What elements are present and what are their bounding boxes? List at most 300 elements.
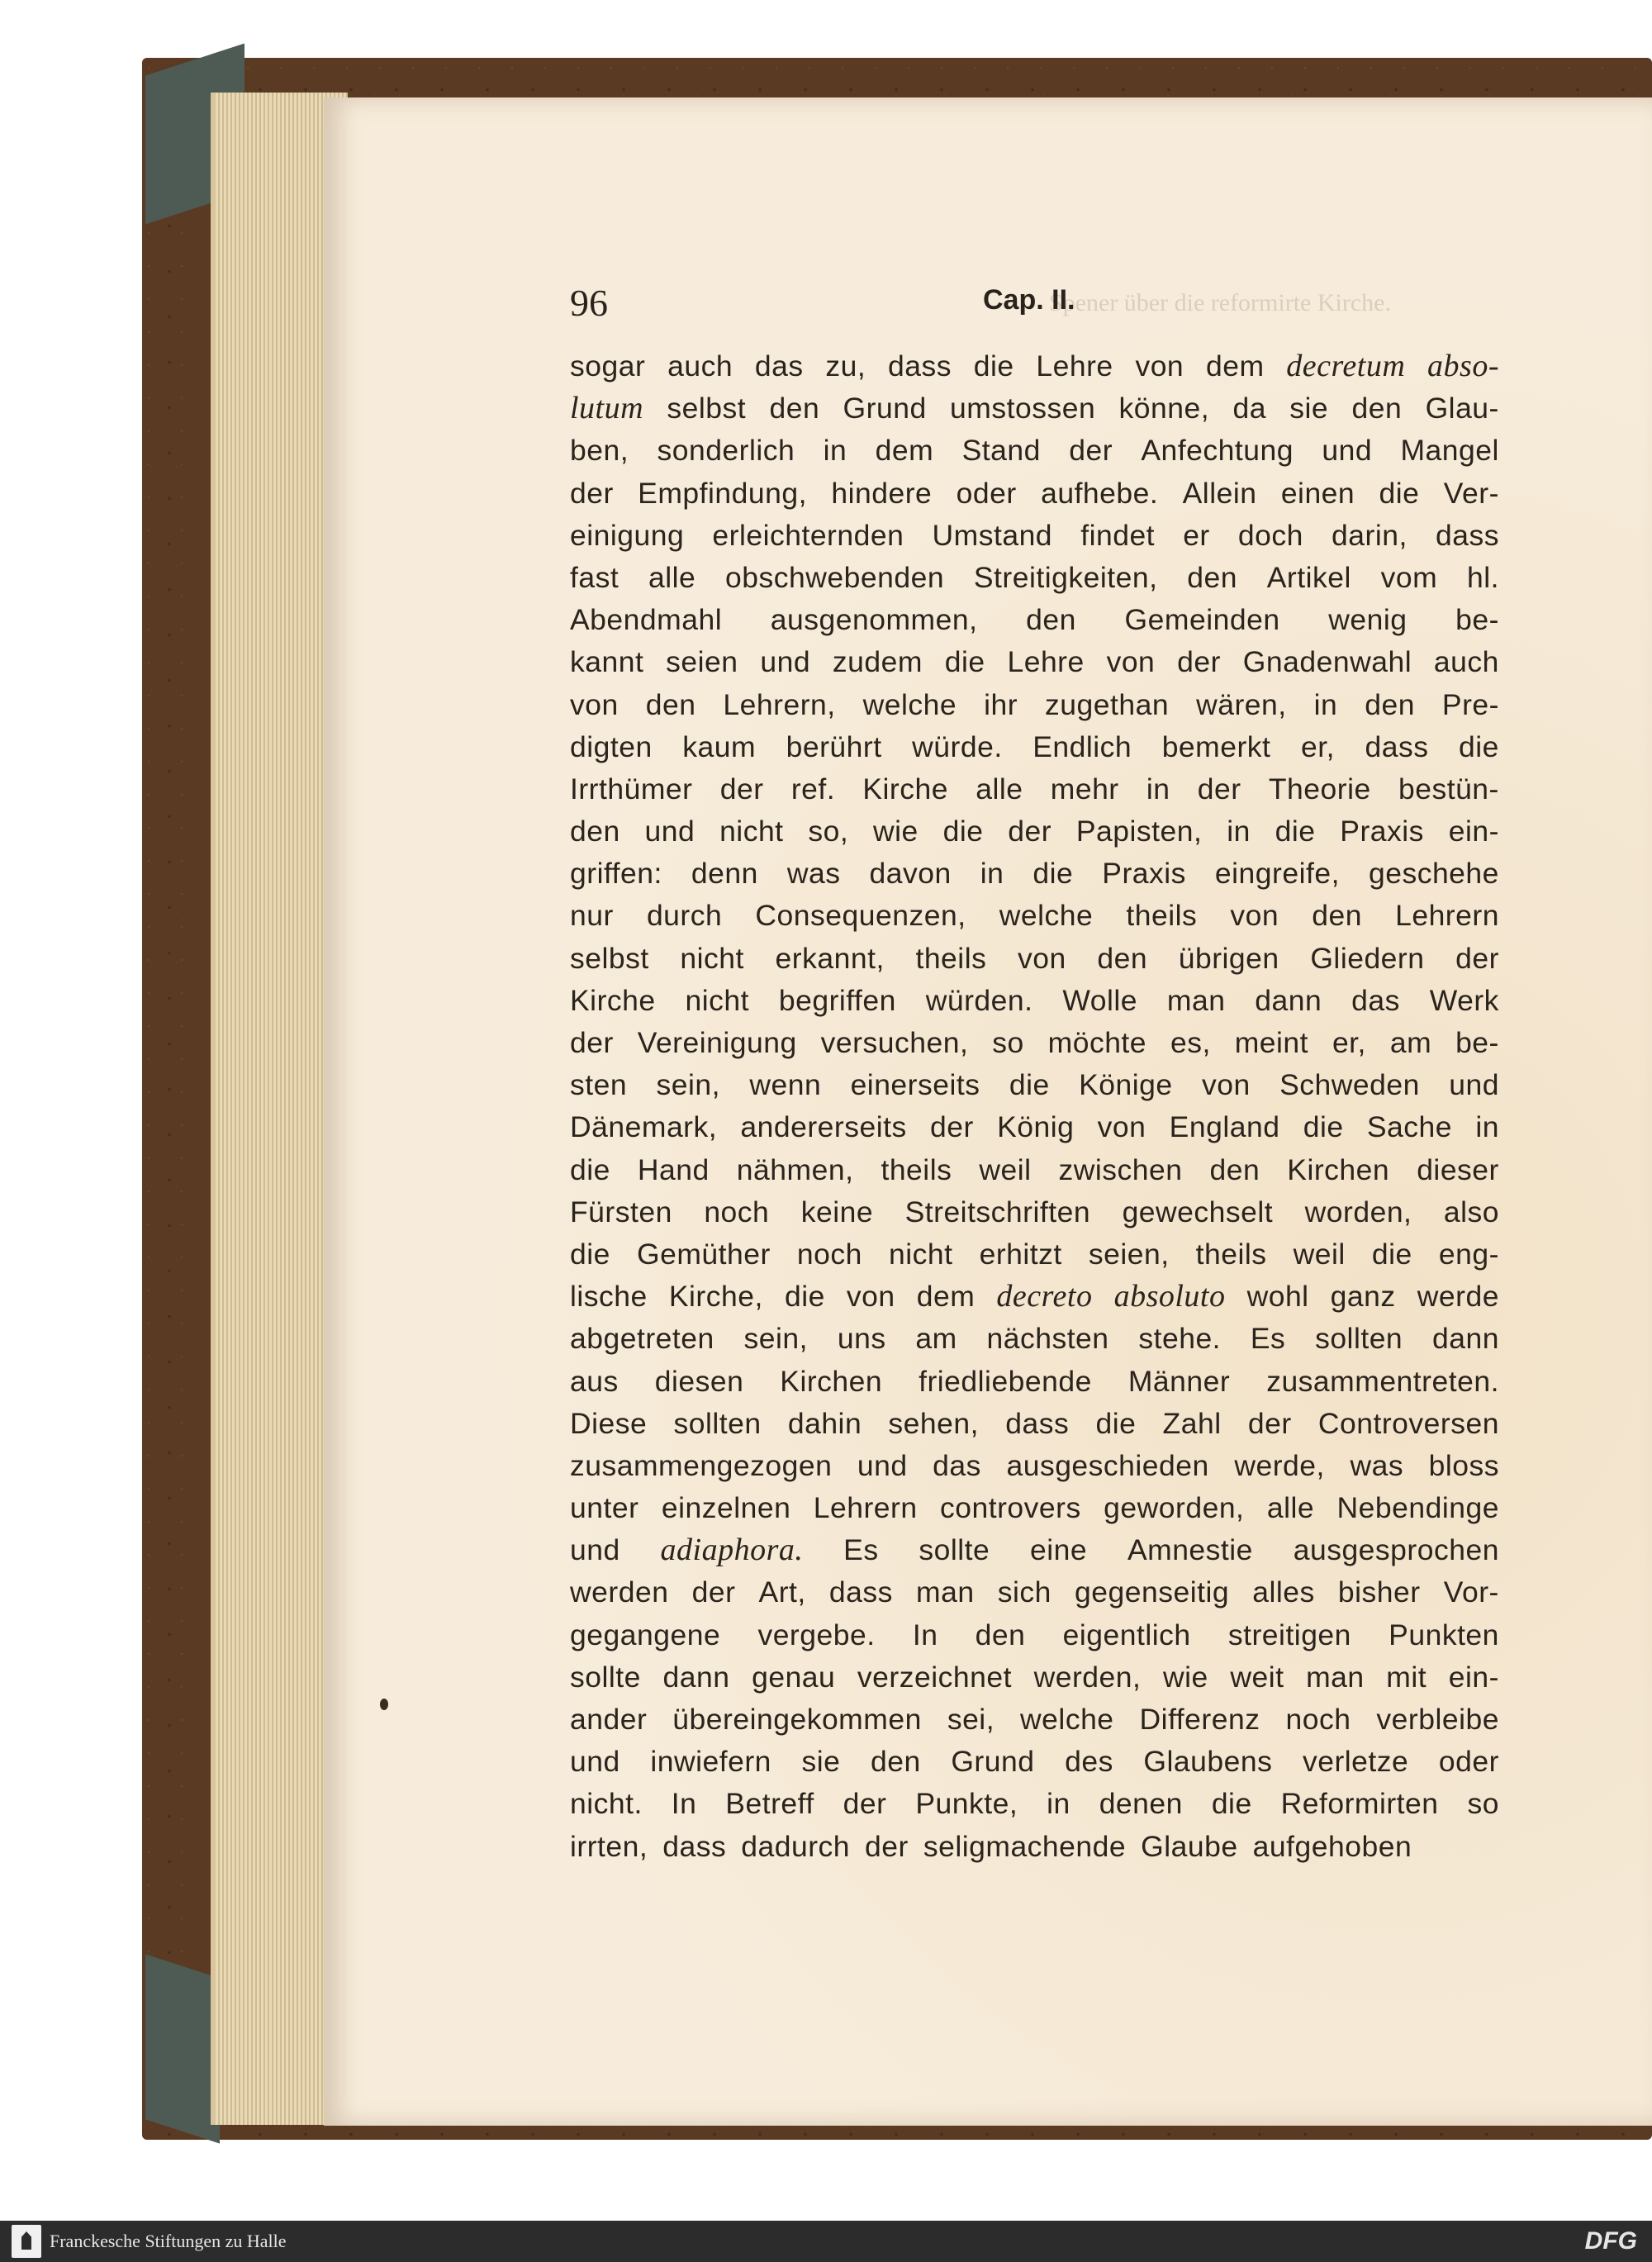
word: Mangel bbox=[1400, 434, 1499, 468]
word: digten bbox=[570, 729, 653, 763]
word: Anfechtung bbox=[1141, 434, 1294, 468]
word: so bbox=[1467, 1787, 1499, 1821]
running-head: Cap. II. bbox=[983, 284, 1075, 316]
word: zu, bbox=[825, 349, 866, 383]
word: könne, bbox=[1118, 392, 1210, 425]
word: von bbox=[1230, 899, 1279, 933]
word: dass bbox=[828, 1575, 893, 1609]
word: Lehrern bbox=[1395, 899, 1499, 933]
word: ein- bbox=[1448, 1660, 1499, 1694]
word: von bbox=[1135, 349, 1184, 383]
word: Nebendinge bbox=[1336, 1491, 1499, 1525]
text-line bbox=[570, 1361, 1499, 1403]
word: Kirchen bbox=[1287, 1152, 1390, 1186]
word: der bbox=[843, 1787, 887, 1821]
word: findet bbox=[1080, 518, 1156, 552]
word: der bbox=[1197, 772, 1241, 805]
word: Ver- bbox=[1443, 476, 1499, 510]
word: die bbox=[1303, 1110, 1344, 1144]
italic-word: absoluto bbox=[1113, 1279, 1226, 1314]
word: werde, bbox=[1234, 1448, 1325, 1482]
word: zwischen bbox=[1058, 1152, 1183, 1186]
word: Glau- bbox=[1425, 392, 1499, 425]
word: den bbox=[1312, 899, 1362, 933]
word: sollten bbox=[1315, 1322, 1403, 1356]
word: ausgesprochen bbox=[1293, 1533, 1499, 1567]
word: wohl bbox=[1246, 1280, 1309, 1314]
word: werde bbox=[1417, 1280, 1499, 1314]
word: Lehrern, bbox=[723, 687, 836, 721]
word: und bbox=[1322, 434, 1373, 468]
word: ausgenommen, bbox=[770, 603, 978, 637]
word: Umstand bbox=[932, 518, 1053, 552]
word: Kirchen bbox=[780, 1364, 883, 1398]
word: Endlich bbox=[1032, 729, 1132, 763]
word: und bbox=[760, 645, 811, 679]
word: dass bbox=[662, 1829, 727, 1863]
word: Empfindung, bbox=[638, 476, 807, 510]
word: nähmen, bbox=[736, 1152, 854, 1186]
text-line bbox=[570, 1106, 1499, 1148]
text-line bbox=[570, 387, 1499, 430]
word: mit bbox=[1386, 1660, 1427, 1694]
text-line bbox=[570, 1064, 1499, 1106]
word: was bbox=[786, 857, 841, 891]
word: und bbox=[570, 1533, 620, 1567]
word: die bbox=[1211, 1787, 1252, 1821]
word: Gnadenwahl bbox=[1242, 645, 1412, 679]
word: wenn bbox=[749, 1068, 822, 1102]
cover-corner-bottom bbox=[145, 1954, 220, 2143]
word: er bbox=[1183, 518, 1210, 552]
word: in bbox=[1146, 772, 1170, 805]
word: einen bbox=[1280, 476, 1355, 510]
word: gegangene bbox=[570, 1618, 721, 1651]
word: Vor- bbox=[1443, 1575, 1499, 1609]
word: der bbox=[1177, 645, 1221, 679]
word: Lehre bbox=[1007, 645, 1085, 679]
word: selbst bbox=[570, 941, 649, 975]
footer-institution[interactable]: Franckesche Stiftungen zu Halle bbox=[50, 2231, 287, 2251]
word: in bbox=[980, 857, 1004, 891]
text-line bbox=[570, 1656, 1499, 1699]
word: Pre- bbox=[1441, 687, 1499, 721]
word: die bbox=[1095, 1406, 1137, 1440]
word: von bbox=[1202, 1068, 1251, 1102]
word: die bbox=[1379, 476, 1420, 510]
word: Hand bbox=[637, 1152, 710, 1186]
word: nicht bbox=[719, 815, 784, 848]
word: alle bbox=[648, 560, 696, 594]
word: der bbox=[1008, 815, 1052, 848]
word: Papisten, bbox=[1075, 815, 1203, 848]
word: am bbox=[1389, 1026, 1432, 1059]
word: dass bbox=[1365, 729, 1429, 763]
word: Irrthümer bbox=[570, 772, 693, 805]
word: stehe. bbox=[1138, 1322, 1222, 1356]
word: die bbox=[1032, 857, 1074, 891]
word: zusammengezogen bbox=[570, 1448, 833, 1482]
word: übrigen bbox=[1178, 941, 1279, 975]
word: in bbox=[1313, 687, 1338, 721]
word: aufhebe. bbox=[1041, 476, 1159, 510]
word: begriffen bbox=[778, 983, 896, 1017]
word: Fürsten bbox=[570, 1195, 672, 1228]
word: Vereinigung bbox=[637, 1026, 797, 1059]
text-line bbox=[570, 557, 1499, 599]
word: Lehrern bbox=[813, 1491, 918, 1525]
footer-bar bbox=[0, 2221, 1652, 2262]
word: kannt bbox=[570, 645, 644, 679]
word: theils bbox=[1195, 1237, 1267, 1271]
word: am bbox=[915, 1322, 957, 1356]
word: das bbox=[933, 1448, 981, 1482]
word: Diese bbox=[570, 1406, 648, 1440]
word: Betreff bbox=[725, 1787, 814, 1821]
word: würde. bbox=[912, 729, 1003, 763]
word: weil bbox=[979, 1152, 1032, 1186]
word: Punkte, bbox=[915, 1787, 1018, 1821]
word: dem bbox=[916, 1280, 976, 1314]
word: den bbox=[870, 1745, 921, 1779]
francke-foundation-logo-icon[interactable] bbox=[12, 2225, 41, 2258]
text-line bbox=[570, 1276, 1499, 1318]
word: selbst bbox=[667, 392, 747, 425]
word: in bbox=[1047, 1787, 1070, 1821]
word: denn bbox=[691, 857, 758, 891]
word: Kirche, bbox=[668, 1280, 763, 1314]
word: noch bbox=[704, 1195, 770, 1228]
word: be- bbox=[1455, 603, 1499, 637]
word: oder bbox=[956, 476, 1017, 510]
text-line bbox=[570, 684, 1499, 726]
word: in bbox=[1227, 815, 1251, 848]
word: geworden, bbox=[1104, 1491, 1245, 1525]
word: geschehe bbox=[1368, 857, 1499, 891]
word: der bbox=[865, 1829, 909, 1863]
word: Punkten bbox=[1389, 1618, 1499, 1651]
word: der bbox=[570, 1026, 614, 1059]
italic-word: lutum bbox=[570, 391, 644, 426]
word: Zahl bbox=[1162, 1406, 1222, 1440]
word: Lehre bbox=[1036, 349, 1113, 383]
word: sollte bbox=[919, 1533, 990, 1567]
word: Consequenzen, bbox=[755, 899, 966, 933]
word: verletze bbox=[1302, 1745, 1409, 1779]
word: die bbox=[942, 815, 984, 848]
word: der bbox=[930, 1110, 974, 1144]
word: seien bbox=[666, 645, 738, 679]
word: auch bbox=[667, 349, 733, 383]
word: und bbox=[1449, 1068, 1499, 1102]
word: Grund bbox=[843, 392, 927, 425]
word: den bbox=[1026, 603, 1076, 637]
word: auch bbox=[1433, 645, 1499, 679]
word: dass bbox=[887, 349, 952, 383]
word: König bbox=[997, 1110, 1075, 1144]
word: vom bbox=[1380, 560, 1438, 594]
word: nicht bbox=[680, 941, 744, 975]
word: Glaubens bbox=[1143, 1745, 1273, 1779]
word: alles bbox=[1252, 1575, 1315, 1609]
word: Theorie bbox=[1268, 772, 1371, 805]
word: da bbox=[1232, 392, 1266, 425]
word: nächsten bbox=[986, 1322, 1109, 1356]
word: eingreife, bbox=[1214, 857, 1340, 891]
word: und bbox=[570, 1745, 620, 1779]
text-line bbox=[570, 1699, 1499, 1741]
word: erhitzt bbox=[979, 1237, 1062, 1271]
show-through-text: Spener über die reformirte Kirche. bbox=[1049, 289, 1391, 316]
word: nicht bbox=[685, 983, 749, 1017]
word: nicht. bbox=[570, 1787, 643, 1821]
text-line bbox=[570, 726, 1499, 768]
ink-speck bbox=[380, 1699, 388, 1710]
word: Art, bbox=[758, 1575, 806, 1609]
word: weit bbox=[1230, 1660, 1284, 1694]
word: von bbox=[570, 687, 619, 721]
word: man bbox=[1166, 983, 1226, 1017]
text-line bbox=[570, 1445, 1499, 1487]
word: des bbox=[1065, 1745, 1113, 1779]
word: alle bbox=[1266, 1491, 1315, 1525]
word: Amnestie bbox=[1127, 1533, 1253, 1567]
word: wie bbox=[1162, 1660, 1208, 1694]
word: Werk bbox=[1429, 983, 1499, 1017]
body-text bbox=[570, 345, 1499, 1868]
word: zudem bbox=[832, 645, 923, 679]
word: kaum bbox=[682, 729, 757, 763]
word: er, bbox=[1332, 1026, 1366, 1059]
word: versuchen, bbox=[820, 1026, 969, 1059]
word: nicht bbox=[888, 1237, 953, 1271]
word: verzeichnet bbox=[857, 1660, 1012, 1694]
word: die bbox=[1459, 729, 1499, 763]
text-line bbox=[570, 938, 1499, 980]
text-line bbox=[570, 1614, 1499, 1656]
word: die bbox=[570, 1152, 610, 1186]
word: von bbox=[1097, 1110, 1146, 1144]
word: Reformirten bbox=[1280, 1787, 1439, 1821]
word: theils bbox=[1126, 899, 1198, 933]
word: den bbox=[570, 815, 620, 848]
word: meint bbox=[1234, 1026, 1309, 1059]
word: worden, bbox=[1304, 1195, 1412, 1228]
word: Es bbox=[843, 1533, 879, 1567]
word: dann bbox=[662, 1660, 730, 1694]
word: werden, bbox=[1033, 1660, 1142, 1694]
word: wären, bbox=[1196, 687, 1287, 721]
word: Könige bbox=[1079, 1068, 1173, 1102]
text-line bbox=[570, 980, 1499, 1022]
text-line bbox=[570, 1403, 1499, 1445]
word: ben, bbox=[570, 434, 629, 468]
word: sogar bbox=[570, 349, 646, 383]
word: ref. bbox=[790, 772, 836, 805]
word: einigung bbox=[570, 518, 685, 552]
text-line bbox=[570, 473, 1499, 515]
text-line bbox=[570, 1741, 1499, 1783]
italic-word: decreto bbox=[996, 1279, 1093, 1314]
word: die bbox=[784, 1280, 825, 1314]
word: und bbox=[644, 815, 695, 848]
word: streitigen bbox=[1227, 1618, 1351, 1651]
text-line bbox=[570, 345, 1499, 387]
word: Kirche bbox=[570, 983, 656, 1017]
word: nur bbox=[570, 899, 614, 933]
word: denen bbox=[1099, 1787, 1183, 1821]
word: den bbox=[1365, 687, 1415, 721]
word: oder bbox=[1438, 1745, 1499, 1779]
word: griffen: bbox=[570, 857, 662, 891]
word: Sache bbox=[1366, 1110, 1453, 1144]
word: eine bbox=[1030, 1533, 1088, 1567]
text-line bbox=[570, 1022, 1499, 1064]
word: bloss bbox=[1428, 1448, 1499, 1482]
word: Dänemark, bbox=[570, 1110, 718, 1144]
word: würden. bbox=[925, 983, 1033, 1017]
word: das bbox=[754, 349, 804, 383]
word: weil bbox=[1293, 1237, 1346, 1271]
word: Praxis bbox=[1102, 857, 1186, 891]
word: den bbox=[1187, 560, 1237, 594]
word: sie bbox=[801, 1745, 841, 1779]
word: Streitigkeiten, bbox=[973, 560, 1158, 594]
word: die bbox=[1009, 1068, 1050, 1102]
word: so bbox=[992, 1026, 1024, 1059]
word: so, bbox=[808, 815, 849, 848]
word: sehen, bbox=[888, 1406, 980, 1440]
word: In bbox=[671, 1787, 697, 1821]
word: Allein bbox=[1182, 476, 1257, 510]
word: erleichternden bbox=[712, 518, 904, 552]
word: Kirche bbox=[862, 772, 948, 805]
text-line bbox=[570, 810, 1499, 853]
word: be- bbox=[1455, 1026, 1499, 1059]
word: ein- bbox=[1448, 815, 1499, 848]
word: möchte bbox=[1047, 1026, 1147, 1059]
word: der bbox=[1455, 941, 1499, 975]
word: diesen bbox=[654, 1364, 744, 1398]
text-line bbox=[570, 895, 1499, 937]
page-header bbox=[570, 281, 1503, 330]
word: davon bbox=[869, 857, 952, 891]
word: sten bbox=[570, 1068, 628, 1102]
word: ausgeschieden bbox=[1006, 1448, 1209, 1482]
text-line bbox=[570, 1571, 1499, 1613]
word: welche bbox=[999, 899, 1094, 933]
word: den bbox=[1351, 392, 1403, 425]
word: werden bbox=[570, 1575, 669, 1609]
word: sein, bbox=[656, 1068, 720, 1102]
word: inwiefern bbox=[650, 1745, 771, 1779]
text-line bbox=[570, 1318, 1499, 1360]
word: bestün- bbox=[1398, 772, 1499, 805]
word: sollte bbox=[570, 1660, 641, 1694]
word: fast bbox=[570, 560, 620, 594]
word: Grund bbox=[951, 1745, 1035, 1779]
word: noch bbox=[796, 1237, 862, 1271]
word: wie bbox=[873, 815, 919, 848]
word: in bbox=[1475, 1110, 1499, 1144]
dfg-logo[interactable]: DFG bbox=[1584, 2227, 1637, 2255]
word: Differenz bbox=[1139, 1703, 1260, 1736]
word: Gliedern bbox=[1310, 941, 1425, 975]
word: noch bbox=[1285, 1703, 1351, 1736]
word: controvers bbox=[940, 1491, 1081, 1525]
word: sie bbox=[1289, 392, 1329, 425]
word: Artikel bbox=[1266, 560, 1351, 594]
word: doch bbox=[1237, 518, 1303, 552]
word: seien, bbox=[1088, 1237, 1170, 1271]
word: die bbox=[1275, 815, 1316, 848]
text-line bbox=[570, 768, 1499, 810]
word: sich bbox=[997, 1575, 1051, 1609]
word: den bbox=[769, 392, 820, 425]
word: gegenseitig bbox=[1075, 1575, 1230, 1609]
word: durch bbox=[646, 899, 723, 933]
word: ganz bbox=[1330, 1280, 1396, 1314]
word: der bbox=[719, 772, 764, 805]
word: Abendmahl bbox=[570, 603, 723, 637]
word: ander bbox=[570, 1703, 648, 1736]
word: hindere bbox=[831, 476, 933, 510]
word: seligmachende bbox=[923, 1829, 1127, 1863]
word: berührt bbox=[786, 729, 882, 763]
text-line bbox=[570, 1487, 1499, 1529]
word: Glaube bbox=[1141, 1829, 1238, 1863]
word: übereingekommen bbox=[672, 1703, 922, 1736]
italic-word: decretum bbox=[1286, 349, 1406, 383]
word: darin, bbox=[1332, 518, 1408, 552]
word: der bbox=[691, 1575, 736, 1609]
word: sonderlich bbox=[657, 434, 795, 468]
word: alle bbox=[976, 772, 1023, 805]
word: welche bbox=[862, 687, 957, 721]
word: den bbox=[645, 687, 696, 721]
word: lische bbox=[570, 1280, 648, 1314]
text-line bbox=[570, 599, 1499, 641]
text-line bbox=[570, 515, 1499, 557]
word: friedliebende bbox=[919, 1364, 1092, 1398]
word: also bbox=[1443, 1195, 1499, 1228]
word: Controversen bbox=[1317, 1406, 1499, 1440]
text-line bbox=[570, 853, 1499, 895]
word: gewechselt bbox=[1122, 1195, 1274, 1228]
text-line bbox=[570, 1529, 1499, 1571]
text-line bbox=[570, 1149, 1499, 1191]
word: er, bbox=[1300, 729, 1335, 763]
word: in bbox=[823, 434, 847, 468]
word: erkannt, bbox=[775, 941, 885, 975]
word: dem bbox=[875, 434, 934, 468]
word: irrten, bbox=[570, 1829, 648, 1863]
word: genau bbox=[752, 1660, 836, 1694]
word: dahin bbox=[787, 1406, 862, 1440]
word: den bbox=[975, 1618, 1026, 1651]
word: Schweden bbox=[1279, 1068, 1420, 1102]
word: obschwebenden bbox=[725, 560, 945, 594]
word: andererseits bbox=[740, 1110, 907, 1144]
word: uns bbox=[837, 1322, 886, 1356]
word: einerseits bbox=[850, 1068, 980, 1102]
page-number: 96 bbox=[570, 282, 608, 324]
word: bisher bbox=[1337, 1575, 1421, 1609]
word: Praxis bbox=[1340, 815, 1424, 848]
word: dass bbox=[1435, 518, 1499, 552]
word: welche bbox=[1020, 1703, 1114, 1736]
word: unter bbox=[570, 1491, 639, 1525]
